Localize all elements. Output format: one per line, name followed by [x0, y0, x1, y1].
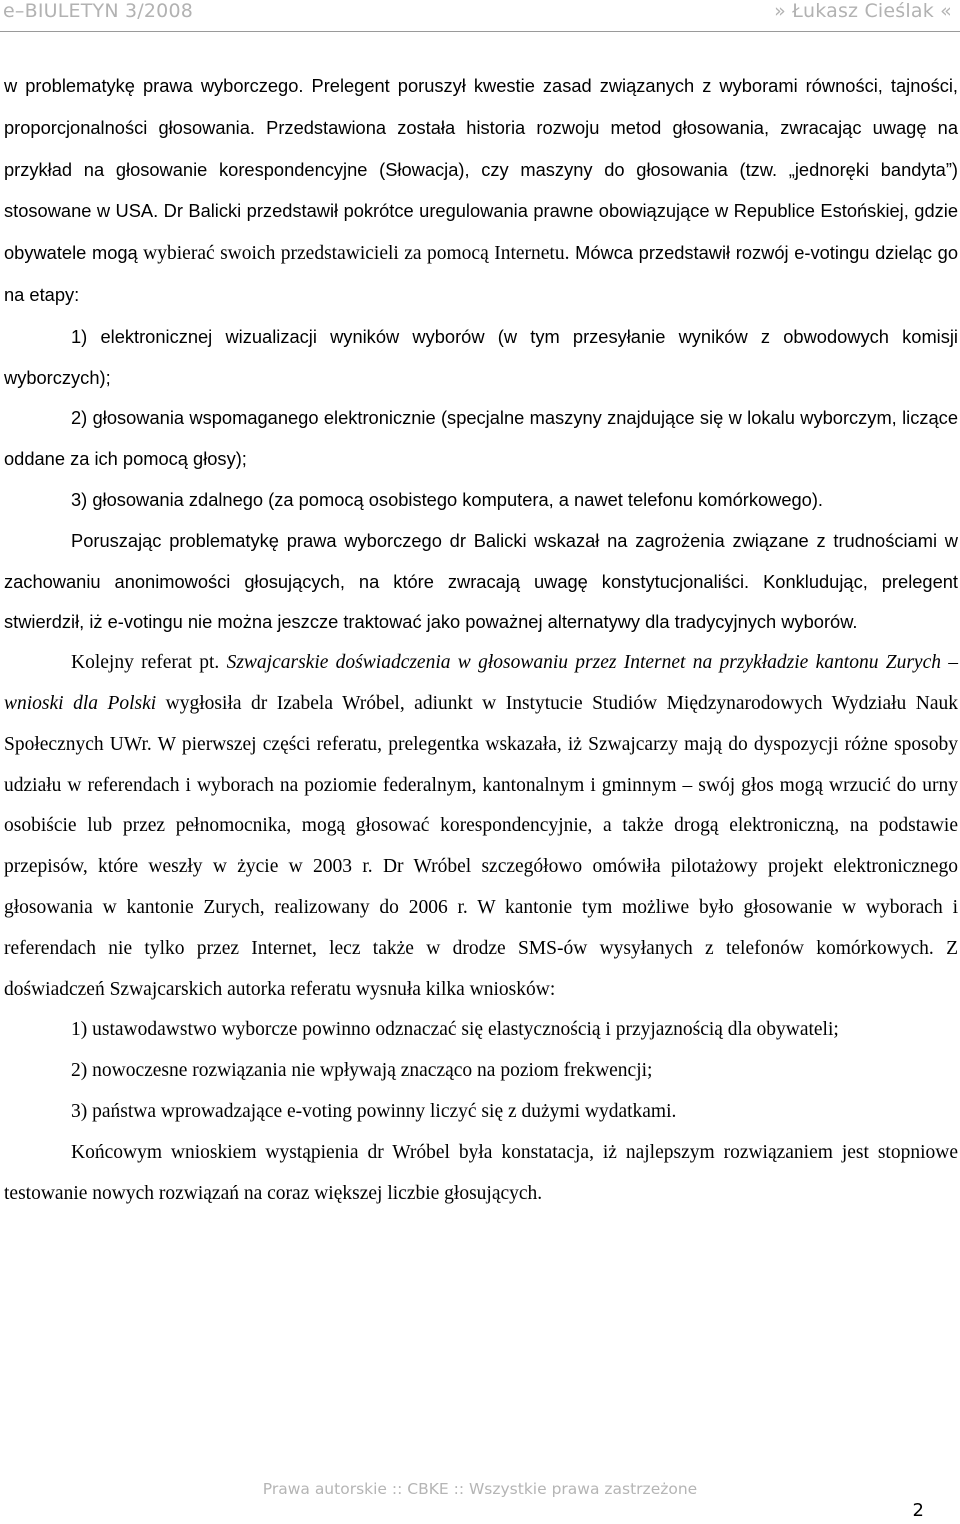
paragraph-3: [4, 643, 958, 1010]
paragraph-1-text: w problematykę prawa wyborczego. Prelegent poruszył kwestie zasad związanych z wyborami równości, tajności, proporcjonalności głosowania. Przedstawiona została historia rozwoju metod głosowania, zwracając uwagę na przykład na głosowanie korespondencyjne (Słowacja), czy maszyny do głosowania (tzw. „jednoręki bandyta”) stosowane w USA. Dr Balicki przedstawił pokrótce uregulowania prawne obowiązujące w Republice Estońskiej, gdzie obywatele mogą: [4, 75, 958, 264]
paragraph-1: [4, 66, 958, 317]
list-item-conclusion-1: 1) ustawodawstwo wyborcze powinno odznaczać się elastycznością i przyjaznością dla obywateli;: [71, 1019, 839, 1041]
paragraph-3-body: wygłosiła dr Izabela Wróbel, adiunkt w Instytucie Studiów Międzynarodowych Wydziału Nauk Społecznych UWr. W pierwszej części referatu, prelegentka wskazała, iż Szwajcarzy mają do dyspozycji różne sposoby udziału w referendach i wyborach na poziomie federalnym, kantonalnym i gminnym – swój głos mogą wrzucić do urny osobiście lub przez pełnomocnika, mogą głosować korespondencyjnie, a także drogą elektroniczną, na podstawie przepisów, które weszły w życie w 2003 r. Dr Wróbel szczegółowo omówiła pilotażowy projekt elektronicznego głosowania w kantonie Zurych, realizowany do 2006 r. W kantonie tym możliwe było głosowanie w wyborach i referendach nie tylko przez Internet, lecz także w drodze SMS-ów wysyłanych z telefonów komórkowych. Z doświadczeń Szwajcarskich autorka referatu wysnuła kilka wniosków:: [4, 692, 958, 1000]
bulletin-title: e–BIULETYN 3/2008: [3, 0, 194, 22]
referat-title: Szwajcarskie doświadczenia w głosowaniu przez Internet na przykładzie kantonu Zurych – wnioski dla Polski: [4, 652, 958, 714]
paragraph-1-text-b: wybierać swoich przedstawicieli za pomocą Internetu.: [143, 243, 570, 265]
list-item-conclusion-2: 2) nowoczesne rozwiązania nie wpływają znacząco na poziom frekwencji;: [71, 1060, 653, 1082]
header-divider: [0, 31, 960, 32]
paragraph-2: Poruszając problematykę prawa wyborczego dr Balicki wskazał na zagrożenia związane z trudnościami w zachowaniu anonimowości głosujących, na które zwracają uwagę konstytucjonaliści. Konkludując, prelegent stwierdził, iż e-votingu nie można jeszcze traktować jako poważnej alternatywy dla tradycyjnych wyborów.: [4, 529, 958, 633]
page-number: 2: [912, 1500, 924, 1521]
article-body: [4, 66, 958, 1214]
list-item-conclusion-3: 3) państwa wprowadzające e-voting powinny liczyć się z dużymi wydatkami.: [71, 1100, 677, 1122]
copyright-footer: Prawa autorskie :: CBKE :: Wszystkie prawa zastrzeżone: [262, 1480, 698, 1498]
paragraph-3-lead: Kolejny referat pt.: [71, 652, 227, 674]
page-header: [0, 0, 960, 24]
paragraph-4: Końcowym wnioskiem wystąpienia dr Wróbel była konstatacja, iż najlepszym rozwiązaniem jest stopniowe testowanie nowych rozwiązań na coraz większej liczbie głosujących.: [4, 1141, 958, 1204]
paragraph-1-text-c: Mówca przedstawił rozwój e-votingu dzieląc go na etapy:: [4, 242, 959, 305]
list-item-stage-2: 2) głosowania wspomaganego elektronicznie (specjalne maszyny znajdujące się w lokalu wyborczym, liczące oddane za ich pomocą głosy);: [4, 407, 958, 470]
list-item-stage-1: 1) elektronicznej wizualizacji wyników wyborów (w tym przesyłanie wyników z obwodowych komisji wyborczych);: [4, 325, 958, 388]
author-name: » Łukasz Cieślak «: [774, 0, 952, 22]
list-item-stage-3: 3) głosowania zdalnego (za pomocą osobistego komputera, a nawet telefonu komórkowego).: [71, 488, 824, 510]
